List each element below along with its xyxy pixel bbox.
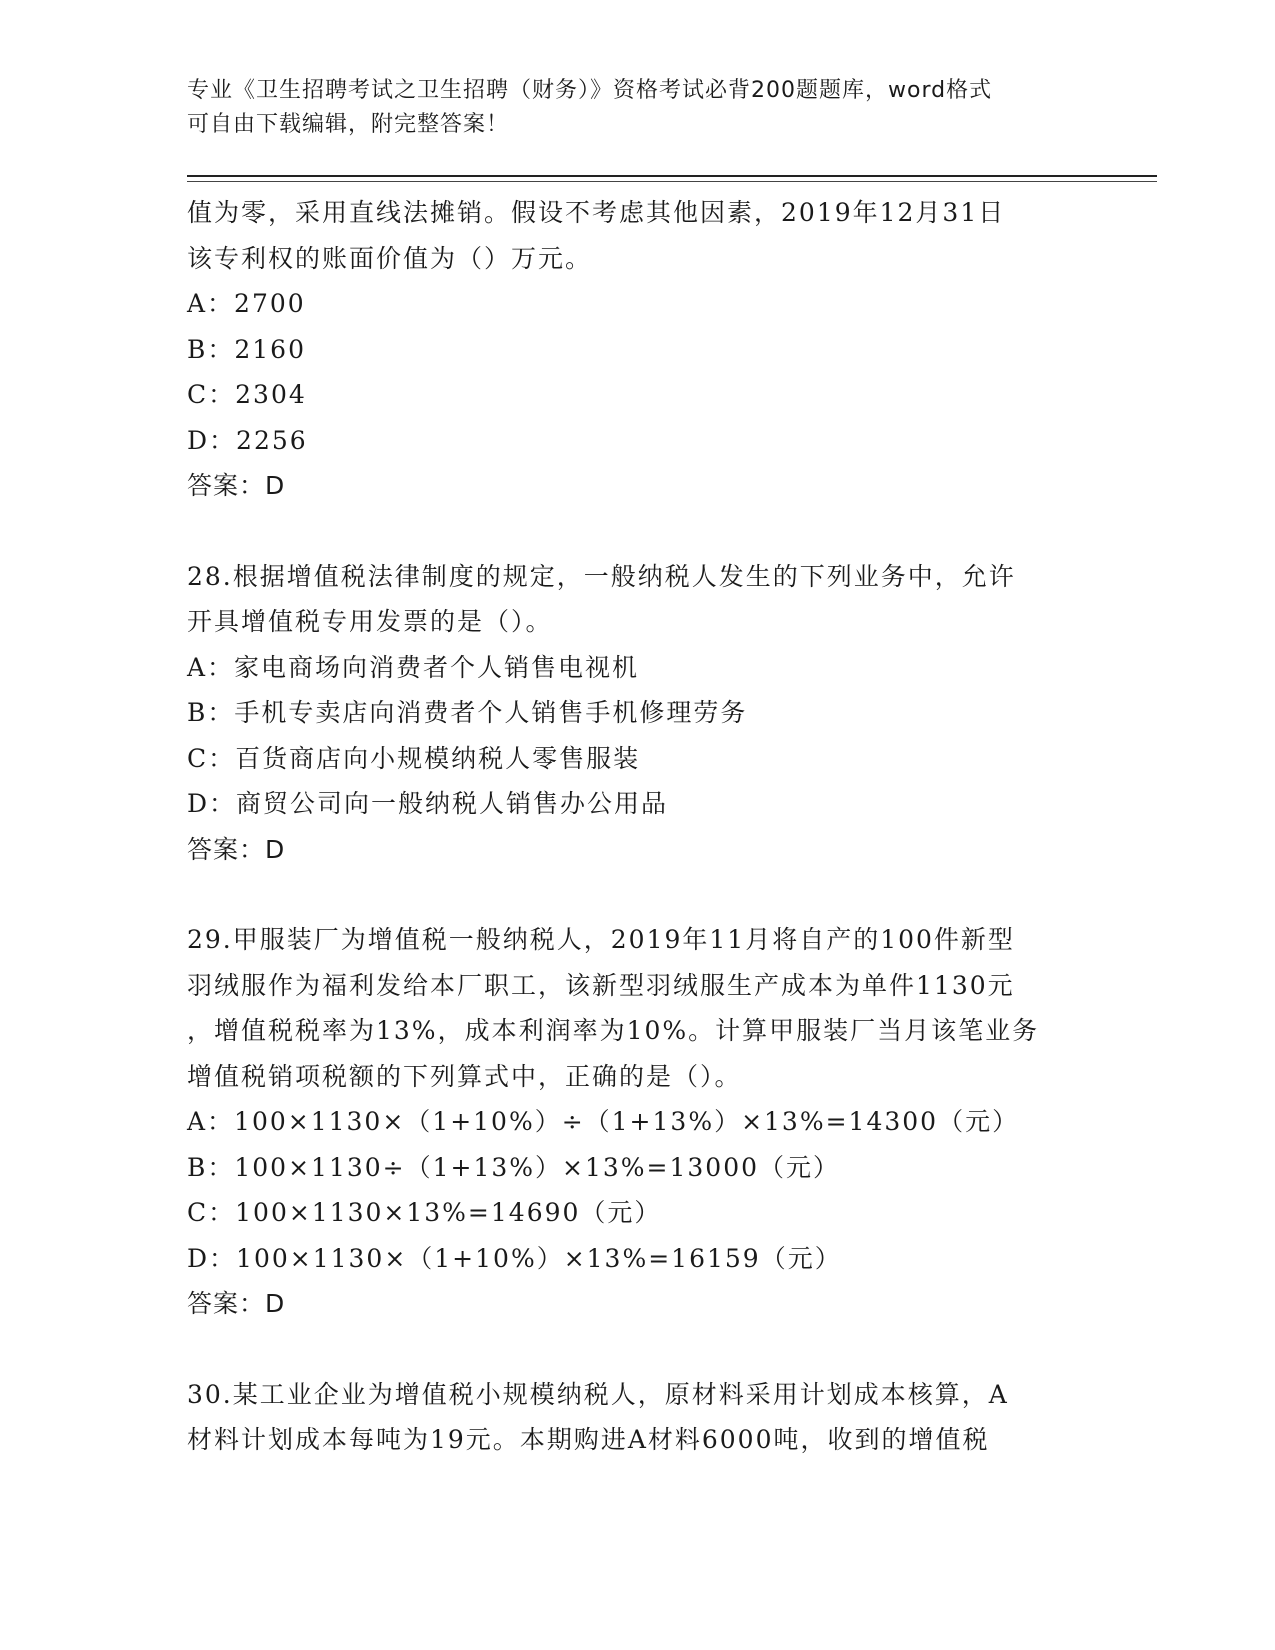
option-a: A：2700 (187, 289, 306, 318)
question-stem-line: 该专利权的账面价值为（）万元。 (187, 243, 593, 273)
question-stem-line: 材料计划成本每吨为19元。本期购进A材料6000吨，收到的增值税 (187, 1425, 990, 1454)
question-stem-line: 值为零，采用直线法摊销。假设不考虑其他因素，2019年12月31日 (187, 198, 1006, 227)
option-c: C：2304 (187, 380, 307, 409)
question-stem-line: 28.根据增值税法律制度的规定，一般纳税人发生的下列业务中，允许 (187, 561, 1016, 591)
answer-text: 答案：D (187, 834, 286, 864)
option-d: D：商贸公司向一般纳税人销售办公用品 (187, 789, 669, 818)
question-stem-line: ，增值税税率为13%，成本利润率为10%。计算甲服装厂当月该笔业务 (187, 1016, 1040, 1045)
question-stem-line: 开具增值税专用发票的是（）。 (187, 607, 553, 636)
question-29 (187, 917, 1087, 1327)
question-spacer (187, 509, 1087, 554)
question-stem-line: 增值税销项税额的下列算式中，正确的是（）。 (187, 1061, 742, 1091)
question-spacer (187, 872, 1087, 917)
header-rule-thin (187, 181, 1157, 182)
question-stem-line: 羽绒服作为福利发给本厂职工，该新型羽绒服生产成本为单件1130元 (187, 970, 1015, 1000)
option-d: D：100×1130×（1+10%）×13%=16159（元） (187, 1243, 842, 1273)
question-content (187, 190, 1087, 1463)
header-title-line-2: 可自由下载编辑，附完整答案！ (187, 112, 510, 137)
question-27 (187, 190, 1087, 509)
question-30 (187, 1372, 1087, 1463)
question-spacer (187, 1327, 1087, 1372)
option-c: C：100×1130×13%=14690（元） (187, 1198, 662, 1227)
question-28 (187, 554, 1087, 873)
option-b: B：100×1130÷（1+13%）×13%=13000（元） (187, 1152, 841, 1182)
question-stem-line: 29.甲服装厂为增值税一般纳税人，2019年11月将自产的100件新型 (187, 925, 1015, 954)
option-d: D：2256 (187, 425, 308, 455)
option-a: A：100×1130×（1+10%）÷（1+13%）×13%=14300（元） (187, 1107, 1020, 1136)
header-rule-thick (187, 175, 1157, 177)
option-c: C：百货商店向小规模纳税人零售服装 (187, 743, 641, 773)
option-a: A：家电商场向消费者个人销售电视机 (187, 652, 640, 682)
page-header (187, 74, 1087, 142)
answer-text: 答案：D (187, 1289, 286, 1318)
option-b: B：2160 (187, 334, 306, 364)
question-stem-line: 30.某工业企业为增值税小规模纳税人，原材料采用计划成本核算，A (187, 1379, 1009, 1409)
option-b: B：手机专卖店向消费者个人销售手机修理劳务 (187, 698, 748, 727)
answer-text: 答案：D (187, 471, 286, 500)
header-title-line-1: 专业《卫生招聘考试之卫生招聘（财务）》资格考试必背200题题库，word格式 (187, 78, 993, 103)
